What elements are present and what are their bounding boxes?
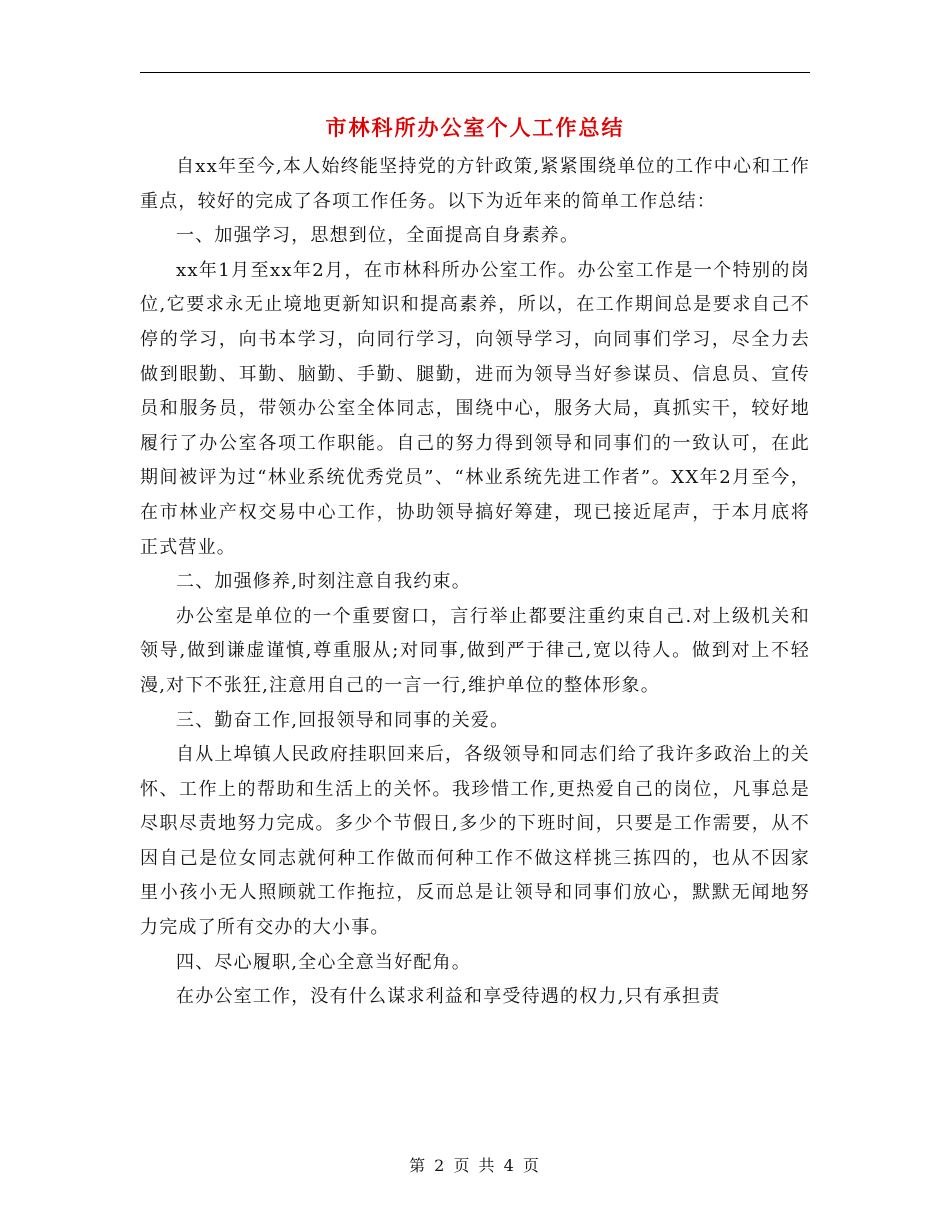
section-heading-3: 三、勤奋工作,回报领导和同事的关爱。 xyxy=(176,709,510,731)
section-heading-4: 四、尽心履职,全心全意当好配角。 xyxy=(176,951,471,973)
paragraph-intro: 自xx年至今,本人始终能坚持党的方针政策,紧紧围绕单位的工作中心和工作重点，较好的完成了各项工作任务。以下为近年来的简单工作总结： xyxy=(140,156,810,212)
paragraph-section-1: xx年1月至xx年2月，在市林科所办公室工作。办公室工作是一个特别的岗位,它要求永无止境地更新知识和提高素养，所以，在工作期间总是要求自己不停的学习，向书本学习，向同行学习，向领导学习，向同事们学习，尽全力去做到眼勤、耳勤、脑勤、手勤、腿勤，进而为领导当好参谋员、信息员、宣传员和服务员，带领办公室全体同志，围绕中心，服务大局，真抓实干，较好地履行了办公室各项工作职能。自己的努力得到领导和同事们的一致认可，在此期间被评为过“林业系统优秀党员”、“林业系统先进工作者”。XX年2月至今，在市林业产权交易中心工作，协助领导搞好筹建，现已接近尾声，于本月底将正式营业。 xyxy=(140,259,810,558)
paragraph-section-4: 在办公室工作，没有什么谋求利益和享受待遇的权力,只有承担责 xyxy=(176,986,721,1008)
document-body xyxy=(140,150,810,1015)
header-rule xyxy=(140,72,810,73)
section-heading-1: 一、加强学习，思想到位，全面提高自身素养。 xyxy=(176,225,580,247)
document-title: 市林科所办公室个人工作总结 xyxy=(325,116,625,140)
section-heading-2: 二、加强修养,时刻注意自我约束。 xyxy=(176,571,471,593)
page-number-footer: 第 2 页 共 4 页 xyxy=(409,1156,541,1175)
paragraph-section-2: 办公室是单位的一个重要窗口，言行举止都要注重约束自己.对上级机关和领导,做到谦虚谨慎,尊重服从;对同事,做到严于律己,宽以待人。做到对上不轻漫,对下不张狂,注意用自己的一言一行,维护单位的整体形象。 xyxy=(140,605,810,696)
paragraph-section-3: 自从上埠镇人民政府挂职回来后，各级领导和同志们给了我许多政治上的关怀、工作上的帮助和生活上的关怀。我珍惜工作,更热爱自己的岗位，凡事总是尽职尽责地努力完成。多少个节假日,多少的下班时间，只要是工作需要，从不因自己是位女同志就何种工作做而何种工作不做这样挑三拣四的，也从不因家里小孩小无人照顾就工作拖拉，反而总是让领导和同事们放心，默默无闻地努力完成了所有交办的大小事。 xyxy=(140,744,810,939)
